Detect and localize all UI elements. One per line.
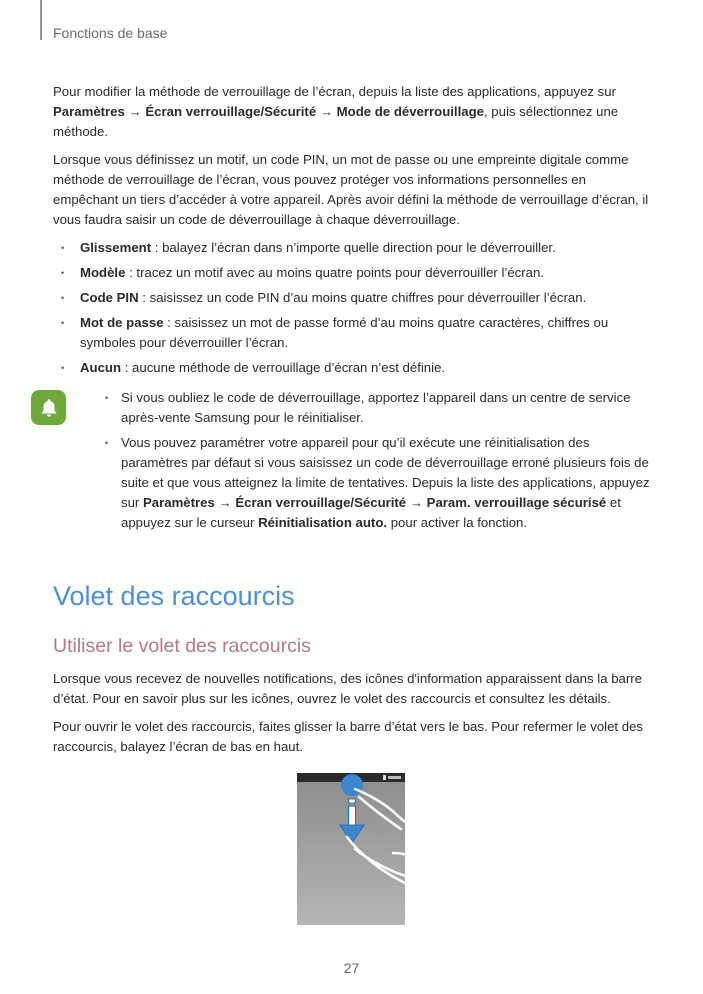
intro-paragraph-2: Lorsque vous définissez un motif, un code PIN, un mot de passe ou une empreinte digitale comme méthode de verrouillage de l’écran, vous pouvez protéger vos informations personnelles en empêchant un tiers d’accéder à votre appareil. Après avoir défini la méthode de verrouillage d’écran, il vous faudra saisir un code de déverrouillage à chaque déverrouillage. xyxy=(53,152,649,227)
menu-path-lock-screen: Écran verrouillage/Sécurité xyxy=(235,495,407,510)
method-term: Mot de passe xyxy=(80,315,164,330)
arrow: → xyxy=(124,104,146,119)
menu-path-settings: Paramètres xyxy=(142,495,215,510)
text: Vous pouvez paramétrer votre appareil pour qu’il exécute une réinitialisation des paramètres par défaut si vous saisissez un code de déverrouillage erroné plusieurs fois de suite et que vous atteignez la limite de tentatives. Depuis la liste des applications, appuyez sur xyxy=(121,435,650,510)
method-desc: : balayez l’écran dans n’importe quelle direction pour le déverrouiller. xyxy=(151,240,556,255)
text: et appuyez sur le curseur xyxy=(121,495,621,530)
menu-path-auto-reset: Réinitialisation auto. xyxy=(258,515,388,530)
list-item xyxy=(53,263,653,283)
note-item xyxy=(101,433,653,533)
method-desc: : tracez un motif avec au moins quatre points pour déverrouiller l’écran. xyxy=(125,265,544,280)
list-item xyxy=(53,313,653,353)
method-term: Glissement xyxy=(80,240,152,255)
swipe-down-illustration xyxy=(297,773,405,925)
subsection-title: Utiliser le volet des raccourcis xyxy=(53,635,311,657)
note-box xyxy=(53,388,653,533)
section-title: Volet des raccourcis xyxy=(53,581,295,611)
header-rule xyxy=(40,0,42,40)
text: , puis sélectionnez une méthode. xyxy=(53,104,619,139)
touch-point-icon xyxy=(341,774,363,796)
menu-path-settings: Paramètres xyxy=(53,104,125,119)
method-term: Modèle xyxy=(80,265,126,280)
bell-icon xyxy=(31,390,66,425)
unlock-methods-list xyxy=(53,238,653,378)
page-content xyxy=(53,82,653,765)
text: Pour modifier la méthode de verrouillage de l’écran, depuis la liste des applications, appuyez sur xyxy=(53,84,616,99)
method-desc: : aucune méthode de verrouillage d’écran n’est définie. xyxy=(121,360,446,375)
text: pour activer la fonction. xyxy=(387,515,528,530)
note-list xyxy=(101,388,653,533)
page-header-title: Fonctions de base xyxy=(53,25,168,41)
page-number: 27 xyxy=(343,960,360,976)
menu-path-lock-screen: Écran verrouillage/Sécurité xyxy=(145,104,317,119)
method-desc: : saisissez un mot de passe formé d’au moins quatre caractères, chiffres ou symboles pour déverrouiller l’écran. xyxy=(80,315,609,350)
intro-paragraph-1 xyxy=(53,82,653,142)
list-item xyxy=(53,288,653,308)
method-desc: : saisissez un code PIN d’au moins quatre chiffres pour déverrouiller l’écran. xyxy=(138,290,587,305)
section-paragraph-1: Lorsque vous recevez de nouvelles notifications, des icônes d'information apparaissent dans la barre d’état. Pour en savoir plus sur les icônes, ouvrez le volet des raccourcis et consultez les détails. xyxy=(53,671,642,706)
arrow: → xyxy=(406,495,427,510)
list-item xyxy=(53,238,653,258)
arrow: → xyxy=(214,495,236,510)
method-term: Aucun xyxy=(80,360,122,375)
section-paragraph-2: Pour ouvrir le volet des raccourcis, faites glisser la barre d’état vers le bas. Pour refermer le volet des raccourcis, balayez l’écran de bas en haut. xyxy=(53,719,644,754)
menu-path-unlock-mode: Mode de déverrouillage xyxy=(336,104,484,119)
method-term: Code PIN xyxy=(80,290,139,305)
menu-path-secure-lock: Param. verrouillage sécurisé xyxy=(426,495,607,510)
note-item: • Si vous oubliez le code de déverrouillage, apportez l’appareil dans un centre de service après-vente Samsung pour le réinitialiser. xyxy=(101,388,653,428)
arrow: → xyxy=(316,104,337,119)
list-item xyxy=(53,358,653,378)
